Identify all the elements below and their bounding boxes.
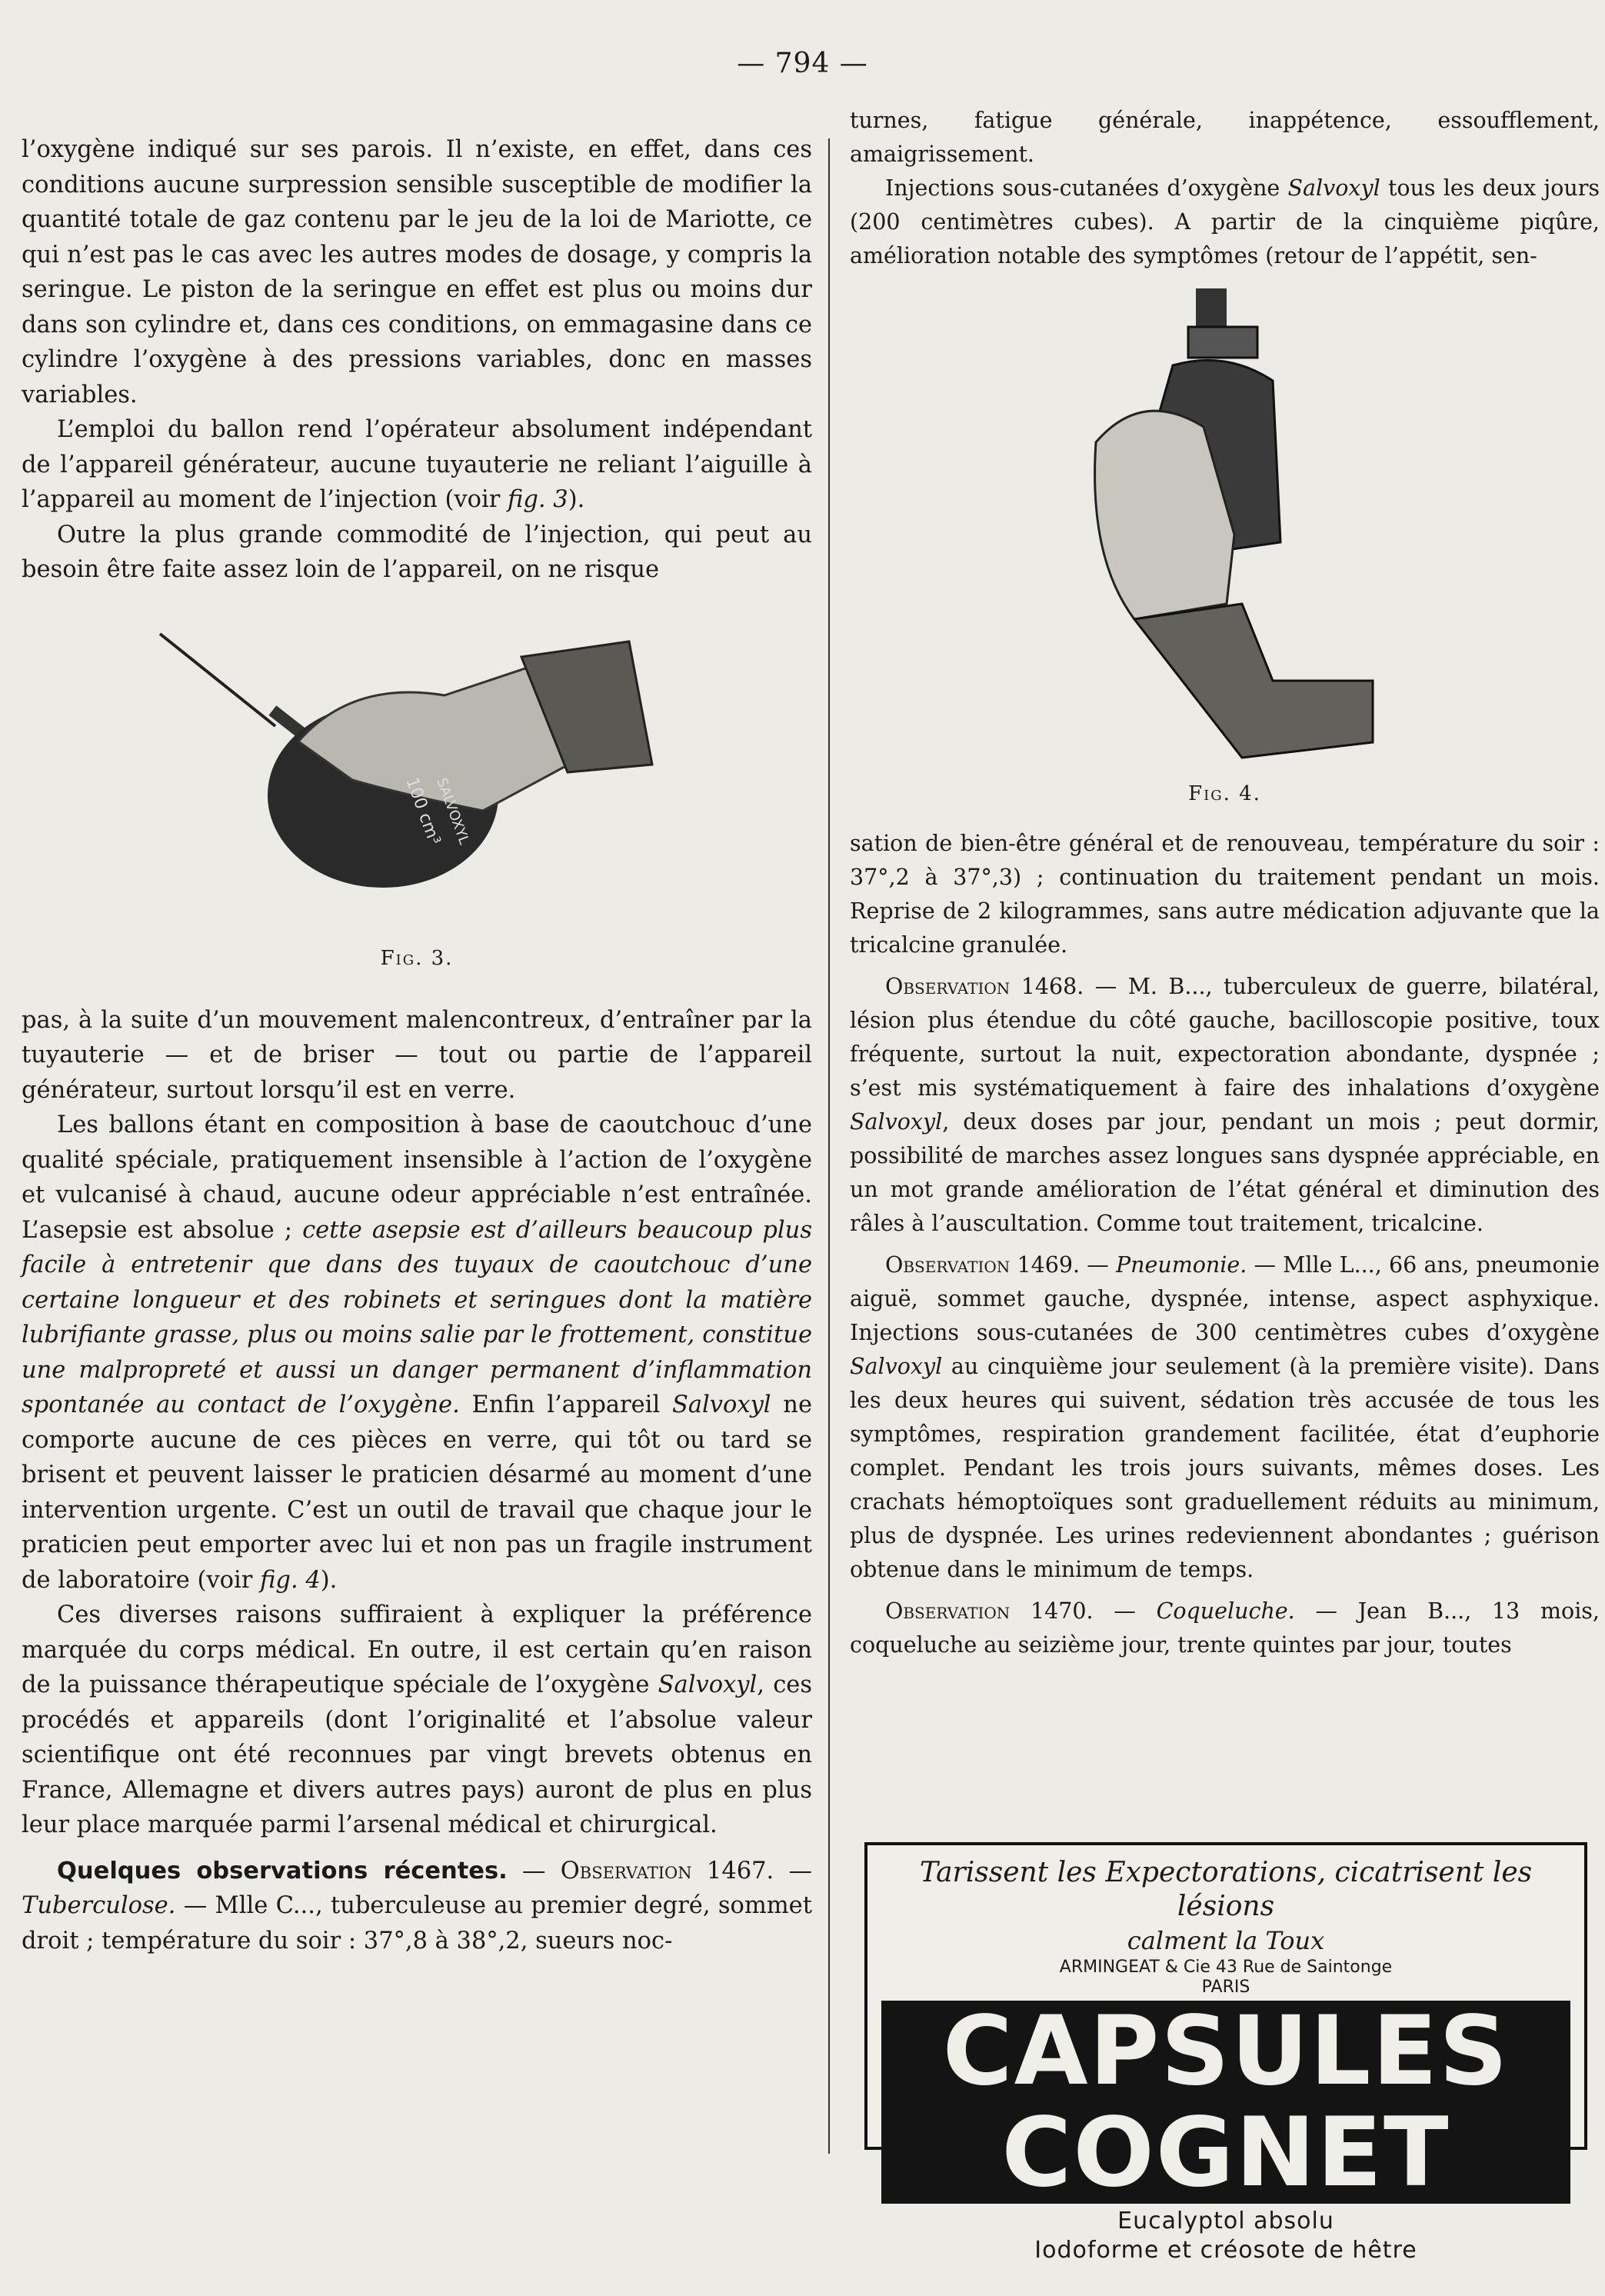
- figure-4: [850, 273, 1600, 827]
- text: — Jean B..., 13 mois, coqueluche au seizième jour, trente quintes par jour, toutes: [850, 1598, 1600, 1658]
- observation-title: Pneumonie.: [1115, 1252, 1247, 1278]
- hand-with-injector-illustration: [1050, 281, 1404, 773]
- brand-name: Salvoxyl: [658, 1671, 758, 1698]
- ad-product-line: Iodoforme et créosote de hêtre: [1034, 2237, 1417, 2264]
- section-heading-paragraph: [22, 1854, 812, 1959]
- ad-address: ARMINGEAT & Cie 43 Rue de Saintonge: [1059, 1958, 1393, 1977]
- text: , ces procédés et appareils (dont l’originalité et l’absolue valeur scientifique ont été reconnues par vingt brevets obtenus en France, Allemagne et divers autres pays) auront de plus en plus leur place marquée parmi l’arsenal médical et chirurgical.: [22, 1671, 812, 1838]
- text: , deux doses par jour, pendant un mois ; peut dormir, possibilité de marches assez longues sans dyspnée appréciable, en un mot grande amélioration de l’état général et diminution des râles à l’auscultation. Comme tout traitement, tricalcine.: [850, 1109, 1600, 1236]
- paragraph: [22, 1108, 812, 1598]
- paragraph: l’oxygène indiqué sur ses parois. Il n’existe, en effet, dans ces conditions aucune surpression sensible susceptible de modifier la quantité totale de gaz contenu par le jeu de la loi de Mariotte, ce qui n’est pas le cas avec les autres modes de dosage, y compris la seringue. Le piston de la seringue en effet est plus ou moins dur dans son cylindre et, dans ces conditions, on emmagasine dans ce cylindre l’oxygène à des pressions variables, donc en masses variables.: [22, 136, 812, 408]
- observation-title: Tuberculose.: [22, 1892, 176, 1919]
- bulb-label: 100 cm³: [401, 775, 445, 848]
- text: —: [507, 1857, 561, 1884]
- paragraph: [22, 1598, 812, 1843]
- ad-subline: calment la Toux: [1127, 1926, 1325, 1955]
- bulb-brand: SALVOXYL: [433, 775, 472, 847]
- observation-label: Observation 1468.: [885, 974, 1084, 999]
- text: L’emploi du ballon rend l’opérateur absolument indépendant de l’appareil générateur, aucune tuyauterie ne reliant l’aiguille à l’appareil au moment de l’injection (voir: [22, 416, 812, 513]
- text: ).: [320, 1566, 338, 1594]
- text: au cinquième jour seulement (à la première visite). Dans les deux heures qui suivent, sédation très accusée de tous les symptômes, respiration grandement facilitée, état d’euphorie complet. Pendant les trois jours suivants, mêmes doses. Les crachats hémoptoïques sont graduellement réduits au minimum, plus de dyspnée. Les urines redeviennent abondantes ; guérison obtenue dans le minimum de temps.: [850, 1354, 1600, 1582]
- observation-label: Observation 1467.: [560, 1857, 774, 1884]
- figure-3: [22, 588, 812, 1003]
- text: —: [774, 1857, 812, 1884]
- text: — M. B..., tuberculeux de guerre, bilatéral, lésion plus étendue du côté gauche, bacilloscopie positive, toux fréquente, surtout la nuit, expectoration abondante, dyspnée ; s’est mis systématiquement à faire des inhalations d’oxygène: [850, 974, 1600, 1101]
- ad-city: PARIS: [1201, 1978, 1250, 1997]
- observation-title: Coqueluche.: [1156, 1598, 1295, 1624]
- brand-name: Salvoxyl: [1287, 175, 1380, 201]
- text: — Mlle C..., tuberculeuse au premier degré, sommet droit ; température du soir : 37°,8 à 38°,2, sueurs noc-: [22, 1892, 812, 1954]
- observation-paragraph: [850, 1595, 1600, 1662]
- brand-name: Salvoxyl: [850, 1354, 943, 1379]
- figure-ref: fig. 3: [508, 486, 568, 513]
- text: — Mlle L..., 66 ans, pneumonie aiguë, sommet gauche, dyspnée, intense, aspect asphyxique. Injections sous-cutanées de 300 centimètres cubes d’oxygène: [850, 1252, 1600, 1345]
- figure-caption: Fig. 3.: [380, 946, 454, 970]
- paragraph: sation de bien-être général et de renouveau, température du soir : 37°,2 à 37°,3) ; continuation du traitement pendant un mois. Reprise de 2 kilogrammes, sans autre médication adjuvante que la tricalcine granulée.: [850, 831, 1600, 958]
- text: Ces diverses raisons suffiraient à expliquer la préférence marquée du corps médical. En outre, il est certain qu’en raison de la puissance thérapeutique spéciale de l’oxygène: [22, 1601, 812, 1698]
- text: ne comporte aucune de ces pièces en verre, qui tôt ou tard se brisent et peuvent laisser le praticien désarmé au moment d’une intervention urgente. C’est un outil de travail que chaque jour le praticien peut emporter avec lui et non pas un fragile instrument de laboratoire (voir: [22, 1391, 812, 1594]
- hand-with-oxygen-bulb-illustration: [152, 611, 691, 941]
- observation-label: Observation 1470.: [885, 1598, 1094, 1624]
- observation-paragraph: [850, 1248, 1600, 1587]
- paragraph: [850, 172, 1600, 273]
- left-column: [22, 132, 812, 1958]
- text: —: [1093, 1598, 1157, 1624]
- right-column: [850, 104, 1600, 1662]
- column-rule: [828, 138, 830, 2154]
- ad-brand-name: CAPSULES COGNET: [881, 2001, 1570, 2204]
- ad-tagline: Tarissent les Expectorations, cicatrisent les lésions: [919, 1857, 1533, 1922]
- text: Injections sous-cutanées d’oxygène: [885, 175, 1288, 201]
- text: ).: [568, 486, 585, 513]
- text: —: [1080, 1252, 1116, 1278]
- text: Les ballons étant en composition à base de caoutchouc d’une qualité spéciale, pratiquement insensible à l’action de l’oxygène et vulcanisé à chaud, aucune odeur appréciable n’est entraînée. L’asepsie est absolue ;: [22, 1111, 812, 1244]
- text: tous les deux jours (200 centimètres cubes). A partir de la cinquième piqûre, amélioration notable des symptômes (retour de l’appétit, sen-: [850, 175, 1600, 268]
- observation-paragraph: [850, 970, 1600, 1241]
- paragraph: pas, à la suite d’un mouvement malencontreux, d’entraîner par la tuyauterie — et de briser — tout ou partie de l’appareil générateur, surtout lorsqu’il est en verre.: [22, 1006, 812, 1104]
- figure-caption: Fig. 4.: [1188, 782, 1261, 805]
- page-number: — 794 —: [737, 48, 868, 79]
- section-heading: Quelques observations récentes.: [57, 1857, 508, 1884]
- capsules-cognet-advertisement: [864, 1842, 1587, 2264]
- italic-text: cette asepsie est d’ailleurs beaucoup plus facile à entretenir que dans des tuyaux de caoutchouc d’une certaine longueur et des robinets et seringues dont la matière lubrifiante grasse, plus ou moins salie par le frottement, constitue une malpropreté et aussi un danger permanent d’inflammation spontanée au contact de l’oxygène.: [22, 1216, 812, 1418]
- brand-name: Salvoxyl: [850, 1109, 943, 1135]
- brand-name: Salvoxyl: [671, 1391, 771, 1418]
- paragraph: [22, 412, 812, 518]
- ad-product-line: Eucalyptol absolu: [1117, 2208, 1334, 2234]
- observation-label: Observation 1469.: [885, 1252, 1081, 1278]
- figure-ref: fig. 4: [260, 1566, 321, 1594]
- paragraph: Outre la plus grande commodité de l’injection, qui peut au besoin être faite assez loin de l’appareil, on ne risque: [22, 521, 812, 583]
- text: Enfin l’appareil: [459, 1391, 672, 1418]
- paragraph: turnes, fatigue générale, inappétence, essoufflement, amaigrissement.: [850, 108, 1600, 167]
